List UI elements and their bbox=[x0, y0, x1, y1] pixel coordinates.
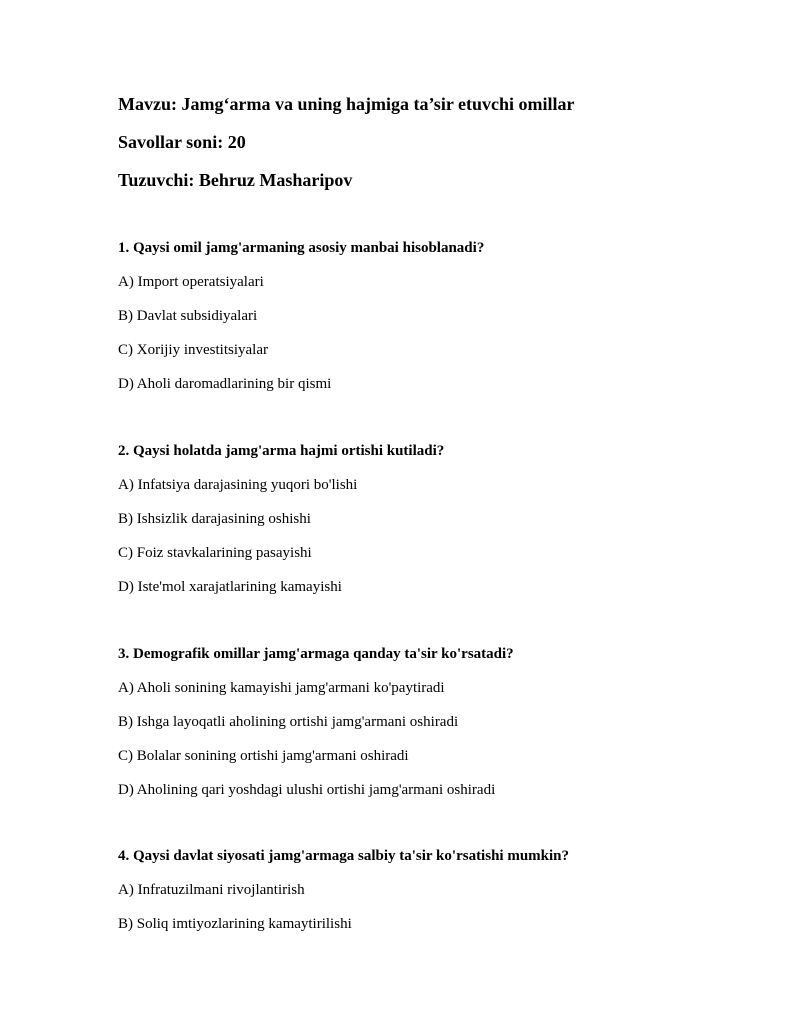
question-1-option-b: B) Davlat subsidiyalari bbox=[118, 308, 258, 324]
question-4-option-a: A) Infratuzilmani rivojlantirish bbox=[118, 882, 305, 898]
question-1-option-a: A) Import operatsiyalari bbox=[118, 274, 264, 290]
question-2: 2. Qaysi holatda jamg'arma hajmi ortishi kutiladi? bbox=[118, 443, 445, 459]
topic-heading: Mavzu: Jamg‘arma va uning hajmiga ta’sir etuvchi omillar bbox=[118, 94, 575, 114]
question-4-option-b: B) Soliq imtiyozlarining kamaytirilishi bbox=[118, 916, 352, 932]
question-4: 4. Qaysi davlat siyosati jamg'armaga salbiy ta'sir ko'rsatishi mumkin? bbox=[118, 848, 570, 864]
question-2-option-c: C) Foiz stavkalarining pasayishi bbox=[118, 545, 312, 561]
question-3-option-d: D) Aholining qari yoshdagi ulushi ortishi jamg'armani oshiradi bbox=[118, 782, 496, 798]
question-3-option-b: B) Ishga layoqatli aholining ortishi jamg'armani oshiradi bbox=[118, 714, 459, 730]
question-3-option-a: A) Aholi sonining kamayishi jamg'armani ko'paytiradi bbox=[118, 680, 445, 696]
question-2-option-a: A) Infatsiya darajasining yuqori bo'lishi bbox=[118, 477, 358, 493]
question-1-option-c: C) Xorijiy investitsiyalar bbox=[118, 342, 268, 358]
question-1-option-d: D) Aholi daromadlarining bir qismi bbox=[118, 376, 332, 392]
question-1: 1. Qaysi omil jamg'armaning asosiy manbai hisoblanadi? bbox=[118, 240, 485, 256]
question-3-option-c: C) Bolalar sonining ortishi jamg'armani oshiradi bbox=[118, 748, 409, 764]
question-3: 3. Demografik omillar jamg'armaga qanday ta'sir ko'rsatadi? bbox=[118, 646, 514, 662]
question-2-option-b: B) Ishsizlik darajasining oshishi bbox=[118, 511, 311, 527]
author-heading: Tuzuvchi: Behruz Masharipov bbox=[118, 170, 353, 190]
question-2-option-d: D) Iste'mol xarajatlarining kamayishi bbox=[118, 579, 342, 595]
question-count-heading: Savollar soni: 20 bbox=[118, 132, 246, 152]
